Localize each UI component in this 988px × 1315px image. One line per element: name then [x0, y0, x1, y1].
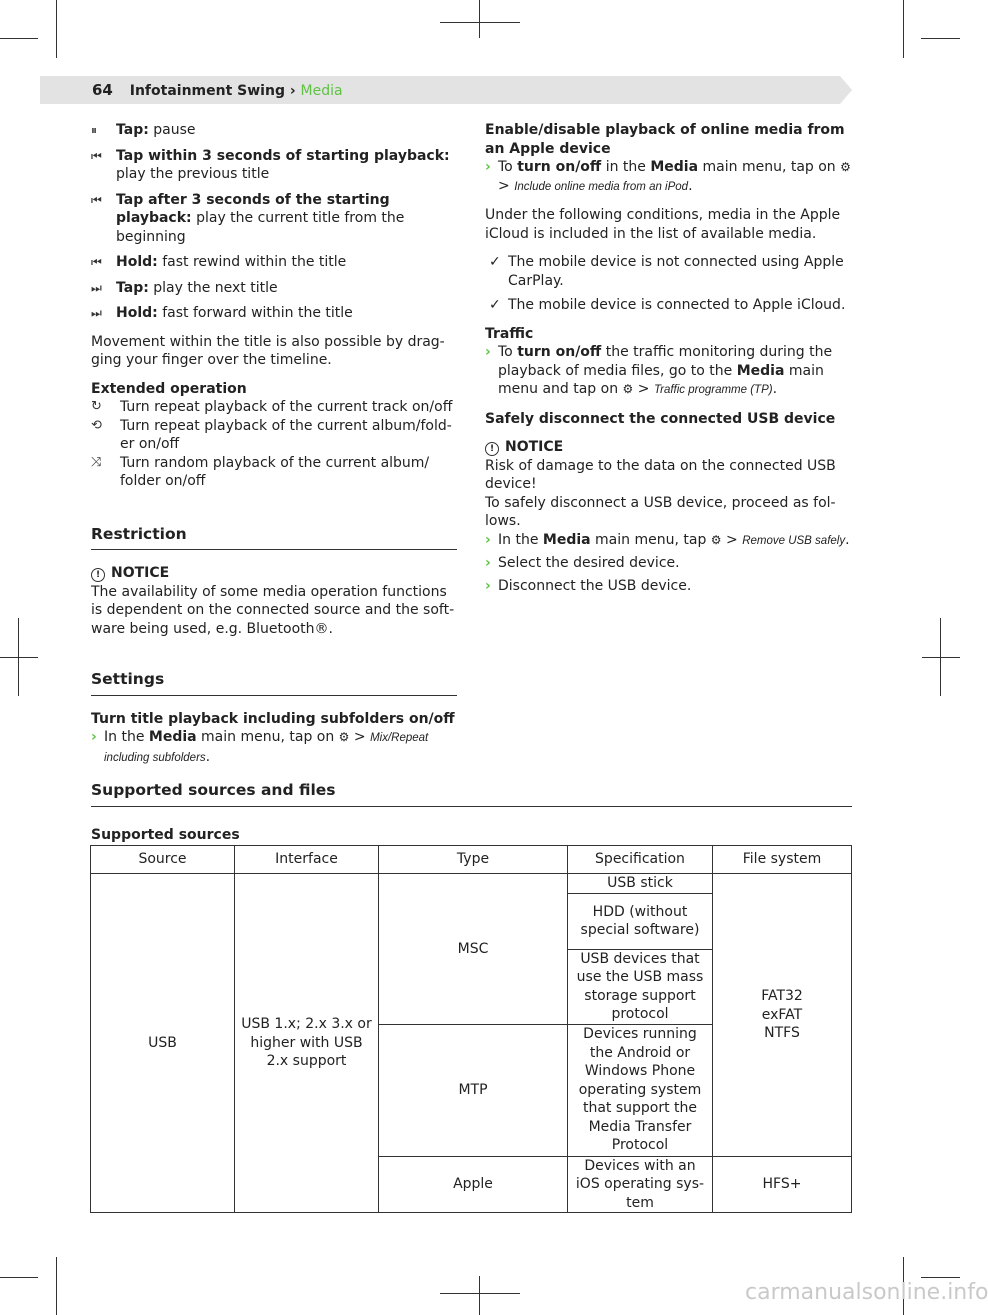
next-icon: ⏭ [91, 280, 102, 295]
check-icon: ✓ [489, 297, 501, 313]
gear-icon: ⚙ [338, 730, 350, 744]
extended-title: Extended operation [91, 380, 247, 397]
traffic-title: Traffic [485, 325, 534, 342]
cell-spec-mtp: Devices running the Android or Windows Phone operating system that support the Media Transfer Protocol [568, 1024, 713, 1156]
repeat-track-icon: ↻ [91, 399, 102, 414]
settings-heading: Settings [91, 670, 457, 696]
col-source: Source [91, 846, 235, 874]
cell-type-msc: MSC [379, 874, 568, 1025]
previous-icon: ⏮ [91, 192, 102, 207]
breadcrumb-chapter: Media [300, 83, 343, 99]
control-item: ⏭ Hold: fast forward within the title [91, 305, 353, 321]
shuffle-icon: ⤨ [91, 454, 102, 470]
col-interface: Interface [235, 846, 379, 874]
online-step: › To turn on/off in the Media main menu, tap on ⚙ > Include online media from an iPod. [485, 159, 851, 194]
cell-interface: USB 1.x; 2.x 3.x or higher with USB 2.x support [235, 874, 379, 1213]
extended-item: ↻ Turn repeat playback of the current track on/off [91, 399, 453, 415]
control-item: ⏸ Tap: pause [91, 122, 196, 138]
control-item: ⏮ Hold: fast rewind within the title [91, 254, 347, 270]
cell-spec-mass-storage: USB devices that use the USB mass storage support protocol [568, 949, 713, 1024]
restriction-heading: Restriction [91, 525, 457, 551]
usb-notice-line-1: Risk of damage to the data on the connected USB device! [485, 457, 836, 492]
settings-subtitle: Turn title playback including subfolders on/off [91, 710, 455, 727]
usb-step-1: › In the Media main menu, tap ⚙ > Remove USB safely. [485, 531, 850, 548]
check-item: ✓ The mobile device is connected to Apple iCloud. [489, 297, 846, 313]
online-title: Enable/disable playback of online media from an Apple device [485, 122, 845, 157]
supported-sources-table [90, 845, 852, 1213]
previous-icon: ⏮ [91, 148, 102, 163]
info-icon: ! [485, 442, 499, 456]
cell-source: USB [91, 874, 235, 1213]
extended-item: ⟲ Turn repeat playback of the current album/fold-er on/off [91, 417, 452, 452]
gear-icon: ⚙ [840, 160, 851, 174]
cell-spec-usb-stick: USB stick [568, 874, 713, 894]
previous-icon: ⏮ [91, 255, 102, 269]
usb-step-3: › Disconnect the USB device. [485, 577, 692, 594]
col-type: Type [379, 846, 568, 874]
restriction-text: The availability of some media operation functions is dependent on the connected source and the soft-ware being used, e.g. Bluetooth®. [91, 583, 455, 637]
usb-notice-line-2: To safely disconnect a USB device, proceed as fol-lows. [485, 494, 836, 529]
playback-controls [91, 121, 457, 323]
repeat-icon: ⟲ [91, 417, 102, 433]
info-icon: ! [91, 568, 105, 582]
right-column [485, 121, 853, 599]
control-item: ⏮ Tap within 3 seconds of starting playback: play the previous title [91, 147, 450, 182]
usb-notice: ! NOTICE [485, 438, 853, 457]
extended-list [91, 398, 457, 491]
control-item: ⏭ Tap: play the next title [91, 279, 278, 296]
gear-icon: ⚙ [710, 532, 722, 547]
movement-text: Movement within the title is also possible by drag-ging your finger over the timeline. [91, 333, 445, 368]
next-icon: ⏭ [91, 306, 102, 320]
col-file-system: File system [713, 846, 852, 874]
control-item: ⏮ Tap after 3 seconds of the starting playback: play the current title from the beginning [91, 191, 405, 245]
settings-step: › In the Media main menu, tap on ⚙ > Mix/Repeat including subfolders. [91, 729, 429, 765]
cell-spec-apple: Devices with an iOS operating sys-tem [568, 1156, 713, 1213]
restriction-notice: ! NOTICE [91, 564, 457, 583]
usb-title: Safely disconnect the connected USB device [485, 410, 836, 427]
cell-type-mtp: MTP [379, 1024, 568, 1156]
col-specification: Specification [568, 846, 713, 874]
cell-spec-hdd: HDD (without special software) [568, 893, 713, 949]
usb-step-2: › Select the desired device. [485, 555, 680, 571]
page-header [40, 76, 852, 104]
check-icon: ✓ [489, 254, 501, 270]
page-number: 64 [92, 81, 113, 99]
pause-icon: ⏸ [91, 123, 98, 137]
table-caption: Supported sources [91, 827, 240, 843]
left-column [91, 121, 457, 771]
gear-icon: ⚙ [622, 382, 634, 396]
cell-type-apple: Apple [379, 1156, 568, 1213]
watermark: carmanualsonline.info [745, 1280, 988, 1305]
cell-fs-apple: HFS+ [713, 1156, 852, 1213]
traffic-step: › To turn on/off the traffic monitoring during the playback of media files, go to the Media main menu and tap on ⚙ > Traffic programme (TP). [485, 344, 833, 397]
cell-file-system: FAT32 exFAT NTFS [713, 874, 852, 1157]
condition-list [485, 253, 853, 315]
check-item: ✓ The mobile device is not connected using Apple CarPlay. [489, 254, 844, 289]
conditions-text: Under the following conditions, media in the Apple iCloud is included in the list of available media. [485, 207, 841, 242]
extended-item: ⤨ Turn random playback of the current album/ folder on/off [91, 454, 430, 489]
breadcrumb-section: Infotainment Swing [129, 83, 285, 99]
breadcrumb: 64 Infotainment Swing › Media [92, 81, 343, 99]
supported-heading: Supported sources and files [91, 781, 852, 807]
